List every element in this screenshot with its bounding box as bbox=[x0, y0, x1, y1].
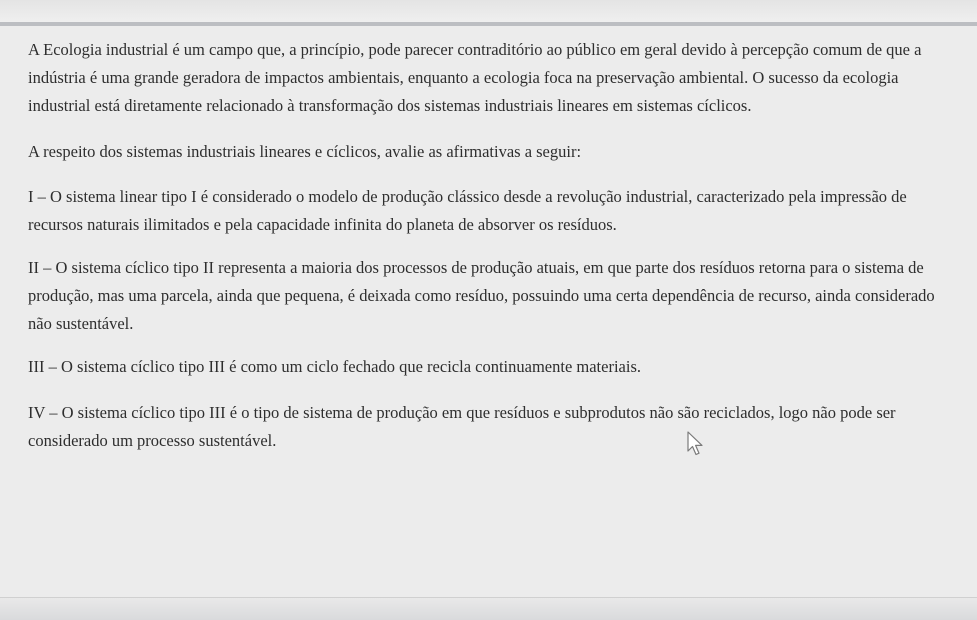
statement-iii: III – O sistema cíclico tipo III é como um ciclo fechado que recicla continuamente materiais. bbox=[28, 357, 641, 376]
intro-paragraph: A Ecologia industrial é um campo que, a princípio, pode parecer contraditório ao público em geral devido à percepção comum de que a indústria é uma grande geradora de impactos ambientais, enquanto a ecologia foca na preservação ambiental. O sucesso da ecologia industrial está diretamente relacionado à transformação dos sistemas industriais lineares em sistemas cíclicos. bbox=[28, 40, 922, 115]
mouse-pointer-icon bbox=[686, 431, 706, 457]
top-edge-bar bbox=[0, 0, 977, 22]
statement-iv: IV – O sistema cíclico tipo III é o tipo de sistema de produção em que resíduos e subprodutos não são reciclados, logo não pode ser considerado um processo sustentável. bbox=[28, 403, 896, 450]
question-prompt: A respeito dos sistemas industriais lineares e cíclicos, avalie as afirmativas a seguir: bbox=[28, 142, 582, 161]
statement-i: I – O sistema linear tipo I é considerado o modelo de produção clássico desde a revolução industrial, caracterizado pela impressão de recursos naturais ilimitados e pela capacidade infinita do planeta de absorver os resíduos. bbox=[28, 187, 907, 234]
statement-ii: II – O sistema cíclico tipo II representa a maioria dos processos de produção atuais, em que parte dos resíduos retorna para o sistema de produção, mas uma parcela, ainda que pequena, é deixada como resíduo, possuindo uma certa dependência de recurso, ainda considerado não sustentável. bbox=[28, 258, 935, 333]
question-text-block bbox=[28, 36, 958, 470]
top-divider bbox=[0, 22, 977, 26]
bottom-edge-strip bbox=[0, 598, 977, 620]
